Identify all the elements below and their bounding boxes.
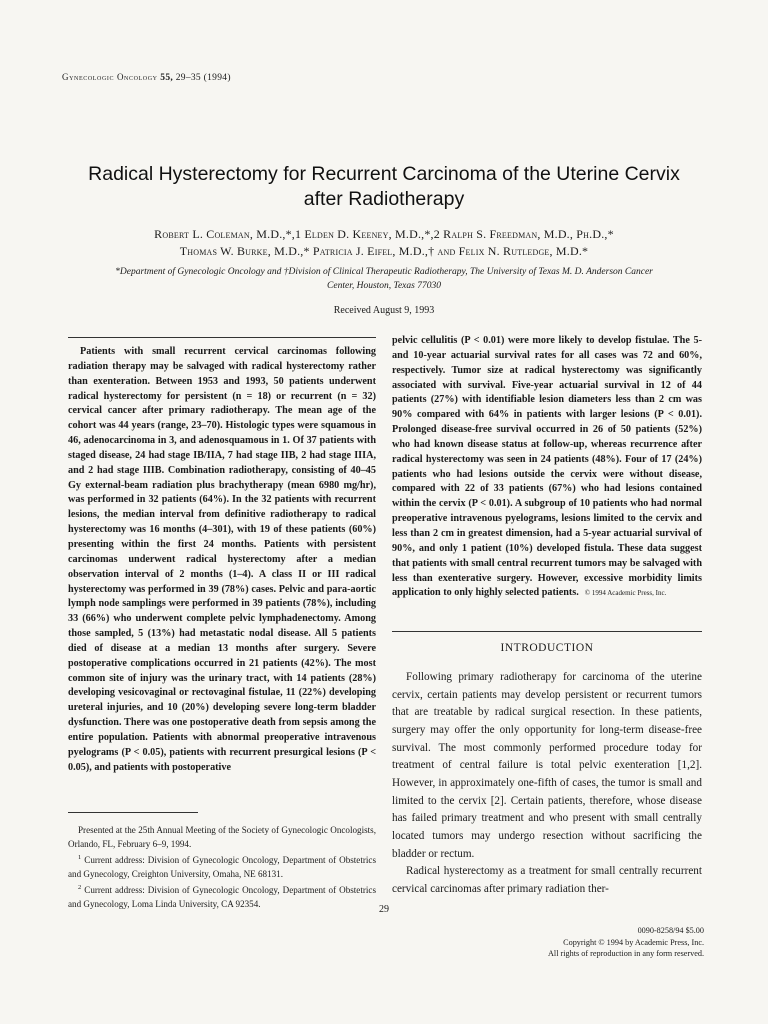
author-list (60, 226, 708, 260)
journal-pages-year: 29–35 (1994) (175, 73, 231, 83)
footnotes (68, 824, 376, 912)
footnote-2-mark: 2 (78, 884, 82, 892)
article-title (60, 162, 708, 212)
introduction-body (392, 669, 702, 899)
author-affiliation (70, 265, 698, 293)
footnote-1 (68, 851, 376, 881)
footnote-rule (68, 812, 198, 813)
issn-copyright-block (548, 925, 704, 960)
author-line-1: Robert L. Coleman, M.D.,*,1 Elden D. Keeney, M.D.,*,2 Ralph S. Freedman, M.D., Ph.D.,* (154, 227, 614, 241)
abstract-text-right: pelvic cellulitis (P < 0.01) were more likely to develop fistulae. The 5- and 10-year actuarial survival rates for all cases was 72 and 60%, respectively. Tumor size at radical hysterectomy was significantly associated with survival. Five-year actuarial survival in 12 of 44 patients (27%) with identifiable lesion diameters less than 2 cm was 90% compared with 64% in patients with larger lesions (P < 0.01). Prolonged disease-free survival occurred in 26 of 50 patients (52%) who had known disease status at follow-up, whereas recurrence after radical hysterectomy was seen in 24 patients (48%). Four of 17 (24%) patients who had lesions outside the cervix were without disease, compared with 22 of 33 patients (67%) who had lesions contained within the cervix (P < 0.01). A subgroup of 10 patients who had normal preoperative intravenous pyelograms, lesions limited to the cervix and less than 2 cm in greatest dimension, had a 5-year actuarial survival of 90%, and only 1 patient (10%) developed fistula. These data suggest that patients with small central recurrent tumors may be salvaged with less than exenterative surgery. However, excessive morbidity limits application to only highly selected patients. (392, 335, 702, 599)
section-heading-introduction: INTRODUCTION (500, 642, 594, 654)
author-line-2: Thomas W. Burke, M.D.,* Patricia J. Eifel, M.D.,† and Felix N. Rutledge, M.D.* (179, 244, 589, 258)
copyright-line: Copyright © 1994 by Academic Press, Inc. (563, 937, 704, 947)
issn-line: 0090-8258/94 $5.00 (637, 926, 704, 935)
article-title-line-1: Radical Hysterectomy for Recurrent Carcinoma of the Uterine Cervix (88, 163, 680, 185)
footnote-1-text: Current address: Division of Gynecologic Oncology, Department of Obstetrics and Gynecology, Creighton University, Omaha, NE 68131. (68, 855, 376, 879)
footnote-2-text: Current address: Division of Gynecologic Oncology, Department of Obstetrics and Gynecology, Loma Linda University, CA 92354. (68, 885, 376, 910)
article-title-line-2: after Radiotherapy (303, 188, 465, 210)
abstract-right-column (392, 334, 702, 601)
abstract-text-right-paragraph (392, 334, 702, 601)
abstract-bottom-rule (392, 631, 702, 632)
abstract-text-left: Patients with small recurrent cervical carcinomas following radiation therapy may be salvaged with radical hysterectomy rather than exenteration. Between 1953 and 1993, 50 patients underwent radical hysterectomy for persistent (n = 18) or recurrent (n = 32) cervical cancer after primary radiotherapy. The mean age of the cohort was 44 years (range, 23–70). Histologic types were squamous in 46, adenocarcinoma in 3, and adenosquamous in 1. Of 37 patients with staged disease, 24 had stage IB/IIA, 7 had stage IIB, 2 had stage IIIA, and 2 had stage IIIB. Combination radiotherapy, consisting of 40–45 Gy external-beam radiation plus brachytherapy (mean 6980 mg/hr), was performed in 32 patients (64%). In the 32 patients with recurrent lesions, the median interval from definitive radiotherapy to radical hysterectomy was 16 months (4–301), with 19 of these patients (60%) presenting within the first 24 months. Patients with persistent carcinomas underwent radical hysterectomy after a median observation interval of 2 months (1–4). A class II or III radical hysterectomy was performed in 39 (78%) cases. Pelvic and para-aortic lymph node samplings were performed in 39 patients (78%), including 33 (66%) who underwent complete pelvic lymphadenectomy. Among those sampled, 5 (13%) had metastatic nodal disease. All 5 patients died of disease at a median 13 months after surgery. Severe postoperative complications occurred in 21 patients (42%). The most common site of injury was the urinary tract, with 14 patients (28%) developing vesicovaginal or rectovaginal fistulae, 11 (22%) developing ureteral injuries, and 10 (20%) developing severe long-term bladder dysfunction. There was one postoperative death from sepsis among the entire population. Patients with abnormal preoperative intravenous pyelograms (P < 0.05), patients with recurrent presurgical lesions (P < 0.05), and patients with postoperative (68, 346, 376, 773)
footnote-1-mark: 1 (78, 854, 82, 862)
page-number: 29 (379, 904, 389, 915)
abstract-copyright: © 1994 Academic Press, Inc. (584, 589, 667, 598)
introduction-paragraph-1: Following primary radiotherapy for carcinoma of the uterine cervix, certain patients may develop persistent or recurrent tumors that are treatable by radical surgical resection. In these patients, surgery may offer the only opportunity for long-term disease-free survival. The most commonly performed procedure today for treatment of central failure is total pelvic exenteration [1,2]. However, in approximately one-fifth of cases, the tumor is small and limited to the cervix [2]. Certain patients, therefore, whose disease has failed primary treatment and who present with small centrally located tumors may undergo resection without sacrificing the bladder or rectum. (392, 671, 702, 860)
journal-name: Gynecologic Oncology (62, 72, 158, 82)
abstract-top-rule (68, 337, 376, 338)
abstract-left-column (68, 345, 376, 775)
affiliation-line-1: *Department of Gynecologic Oncology and †Division of Clinical Therapeutic Radiotherapy, The University of Texas M. D. Anderson Cancer (115, 267, 653, 277)
rights-line: All rights of reproduction in any form reserved. (548, 949, 704, 958)
footnote-presented: Presented at the 25th Annual Meeting of the Society of Gynecologic Oncologists, Orlando, FL, February 6–9, 1994. (68, 825, 376, 849)
affiliation-line-2: Center, Houston, Texas 77030 (327, 281, 441, 291)
received-date: Received August 9, 1993 (333, 305, 435, 316)
journal-reference (62, 72, 231, 83)
introduction-paragraph-2: Radical hysterectomy as a treatment for small centrally recurrent cervical carcinomas after primary radiation ther- (392, 865, 702, 895)
journal-volume: 55, (160, 73, 174, 83)
